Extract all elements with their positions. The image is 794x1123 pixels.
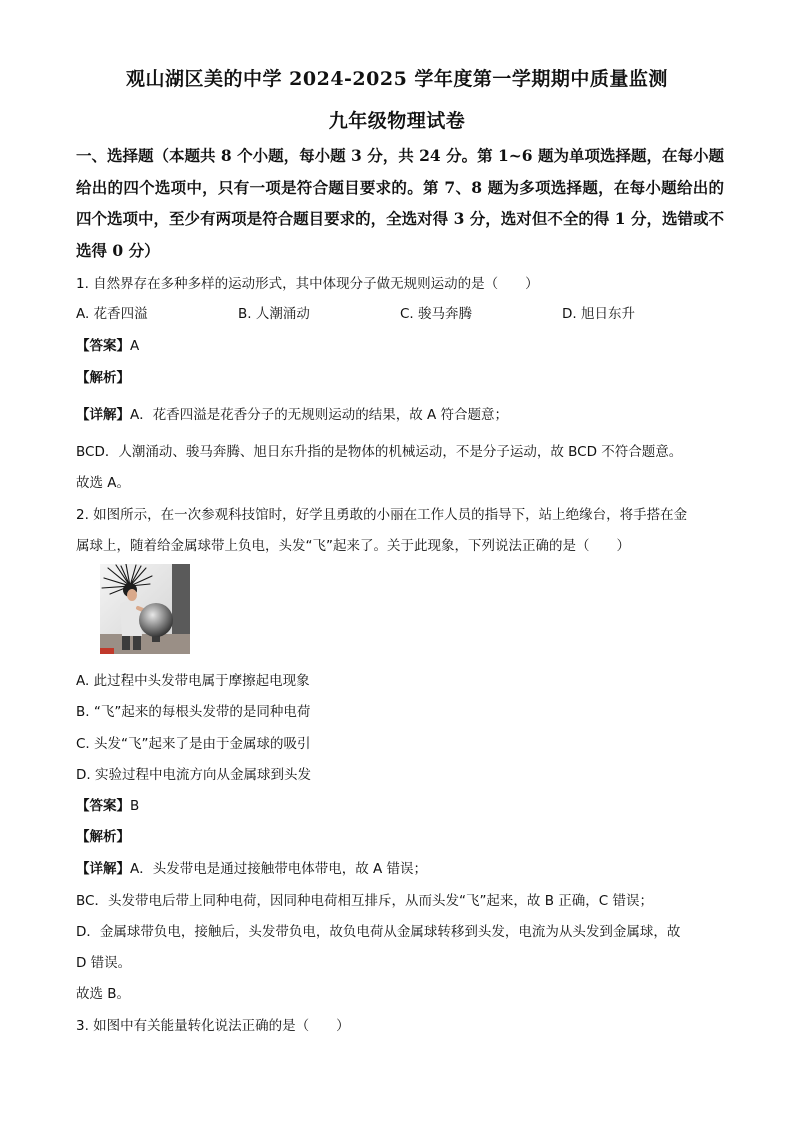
exam-title: 观山湖区美的中学 2024-2025 学年度第一学期期中质量监测 bbox=[126, 68, 668, 90]
detail-text: A．头发带电是通过接触带电体带电，故 A 错误； bbox=[130, 861, 428, 877]
exam-subtitle: 九年级物理试卷 bbox=[328, 110, 466, 132]
q2-photo-hair-static bbox=[100, 564, 190, 654]
q2-answer bbox=[76, 794, 139, 814]
q2-detail-2: BC．头发带电后带上同种电荷，因同种电荷相互排斥，从而头发“飞”起来，故 B 正确，C 错误； bbox=[76, 893, 653, 909]
answer-tag: 【答案】 bbox=[76, 338, 130, 354]
q2-detail-1 bbox=[76, 857, 427, 877]
q1-stem: 1. 自然界存在多种多样的运动形式，其中体现分子做无规则运动的是（ ） bbox=[76, 276, 539, 292]
detail-tag: 【详解】 bbox=[76, 407, 130, 423]
section-heading: 一、选择题（本题共 8 个小题，每小题 3 分，共 24 分。第 1~6 题为单项选择题，在每小题给出的四个选项中，只有一项是符合题目要求的。第 7、8 题为多项选择题，在每小题给出的四个选项中，至少有两项是符合题目要求的，全选对得 3 分，选对但不全的得 1 分，选错或不选得 0 分） bbox=[76, 146, 724, 260]
answer-value: B bbox=[130, 798, 140, 814]
q3-stem: 3. 如图中有关能量转化说法正确的是（ ） bbox=[76, 1018, 350, 1034]
detail-tag: 【详解】 bbox=[76, 861, 130, 877]
q1-detail-2: BCD．人潮涌动、骏马奔腾、旭日东升指的是物体的机械运动，不是分子运动，故 BCD 不符合题意。 bbox=[76, 444, 683, 460]
q1-option-d: D. 旭日东升 bbox=[562, 306, 635, 322]
q2-detail-3: D．金属球带负电，接触后，头发带负电，故负电荷从金属球转移到头发，电流为从头发到金属球，故 bbox=[76, 924, 681, 940]
q2-stem-line-2: 属球上，随着给金属球带上负电，头发“飞”起来了。关于此现象，下列说法正确的是（ ） bbox=[76, 538, 630, 554]
answer-tag: 【答案】 bbox=[76, 798, 130, 814]
q1-detail-1 bbox=[76, 403, 508, 423]
detail-text: A．花香四溢是花香分子的无规则运动的结果，故 A 符合题意； bbox=[130, 407, 509, 423]
q1-analysis-tag: 【解析】 bbox=[76, 370, 130, 386]
q1-option-c: C. 骏马奔腾 bbox=[400, 306, 473, 322]
q2-conclusion: 故选 B。 bbox=[76, 986, 131, 1002]
answer-value: A bbox=[130, 338, 140, 354]
q1-conclusion: 故选 A。 bbox=[76, 475, 131, 491]
q2-option-d: D. 实验过程中电流方向从金属球到头发 bbox=[76, 767, 311, 783]
static-electricity-photo bbox=[100, 564, 190, 654]
q1-option-b: B. 人潮涌动 bbox=[238, 306, 310, 322]
q2-option-b: B. “飞”起来的每根头发带的是同种电荷 bbox=[76, 704, 311, 720]
q1-option-a: A. 花香四溢 bbox=[76, 306, 148, 322]
q2-stem-line-1: 2. 如图所示，在一次参观科技馆时，好学且勇敢的小丽在工作人员的指导下，站上绝缘台，将手搭在金 bbox=[76, 507, 688, 523]
q2-option-a: A. 此过程中头发带电属于摩擦起电现象 bbox=[76, 673, 310, 689]
q2-detail-4: D 错误。 bbox=[76, 955, 132, 971]
q2-option-c: C. 头发“飞”起来了是由于金属球的吸引 bbox=[76, 736, 311, 752]
q2-analysis-tag: 【解析】 bbox=[76, 829, 130, 845]
q1-answer bbox=[76, 334, 139, 354]
